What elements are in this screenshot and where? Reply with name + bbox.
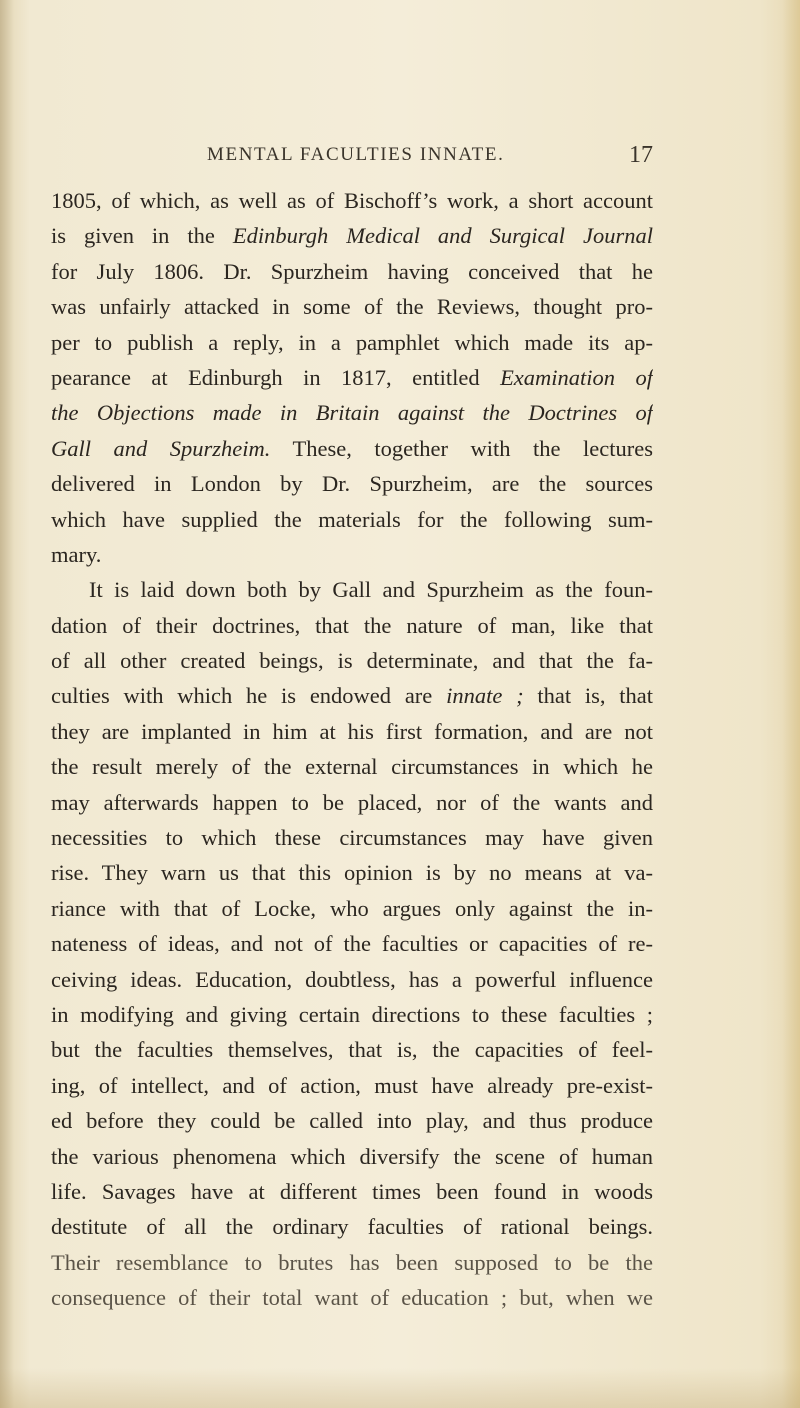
book-title: Examination of	[500, 364, 653, 390]
running-head: MENTAL FACULTIES INNATE.	[207, 144, 505, 165]
text-line: ed before they could be called into play, and thus produce	[51, 1108, 653, 1134]
text-line: culties with which he is endowed are innate ; that is, that	[51, 683, 653, 709]
text-line: for July 1806. Dr. Spurzheim having conceived that he	[51, 258, 653, 284]
text-line: the various phenomena which diversify the scene of human	[51, 1143, 653, 1169]
text-line: nateness of ideas, and not of the faculties or capacities of re-	[51, 931, 653, 957]
journal-title: Edinburgh Medical and Surgical Journal	[232, 223, 653, 249]
book-title-end: Gall and Spurzheim.	[51, 435, 271, 461]
emphasis-innate: innate ;	[446, 683, 524, 709]
text-line: 1805, of which, as well as of Bischoff’s work, a short account	[51, 188, 653, 213]
text-line: dation of their doctrines, that the nature of man, like that	[51, 612, 653, 638]
text-line: ing, of intellect, and of action, must have already pre-exist-	[51, 1072, 653, 1098]
text-line: per to publish a reply, in a pamphlet which made its ap-	[51, 329, 653, 355]
text-line: life. Savages have at different times been found in woods	[51, 1178, 653, 1204]
page-edge-stain	[782, 0, 800, 1408]
text-line: consequence of their total want of education ; but, when we	[51, 1285, 653, 1311]
text-line: the Objections made in Britain against the Doctrines of	[51, 400, 653, 426]
text-line: may afterwards happen to be placed, nor of the wants and	[51, 789, 653, 815]
gutter-shadow	[0, 0, 14, 1408]
text-line: is given in the Edinburgh Medical and Surgical Journal	[51, 223, 653, 249]
text-line: pearance at Edinburgh in 1817, entitled Examination of	[51, 364, 653, 390]
text-line: destitute of all the ordinary faculties of rational beings.	[51, 1214, 653, 1240]
text-line: Gall and Spurzheim. These, together with the lectures	[51, 435, 653, 461]
text-line: Their resemblance to brutes has been supposed to be the	[51, 1249, 653, 1275]
page-header	[207, 142, 653, 172]
text-line: rise. They warn us that this opinion is by no means at va-	[51, 860, 653, 886]
text-line: mary.	[51, 541, 102, 567]
page-bottom-shade	[0, 1368, 800, 1408]
text-line: they are implanted in him at his first formation, and are not	[51, 718, 653, 744]
text-line: in modifying and giving certain directions to these faculties ;	[51, 1001, 653, 1027]
page-number: 17	[629, 142, 653, 168]
text-line: delivered in London by Dr. Spurzheim, are the sources	[51, 471, 653, 497]
paragraph-start: It is laid down both by Gall and Spurzheim as the foun-	[89, 577, 653, 603]
text-line: of all other created beings, is determinate, and that the fa-	[51, 648, 653, 674]
text-line: riance with that of Locke, who argues only against the in-	[51, 895, 653, 921]
body-text	[51, 183, 653, 1316]
text-line: was unfairly attacked in some of the Reviews, thought pro-	[51, 294, 653, 320]
text-line: ceiving ideas. Education, doubtless, has a powerful influence	[51, 966, 653, 992]
text-line: which have supplied the materials for the following sum-	[51, 506, 653, 532]
text-line: the result merely of the external circumstances in which he	[51, 754, 653, 780]
text-line: necessities to which these circumstances may have given	[51, 825, 653, 851]
text-line: but the faculties themselves, that is, the capacities of feel-	[51, 1037, 653, 1063]
